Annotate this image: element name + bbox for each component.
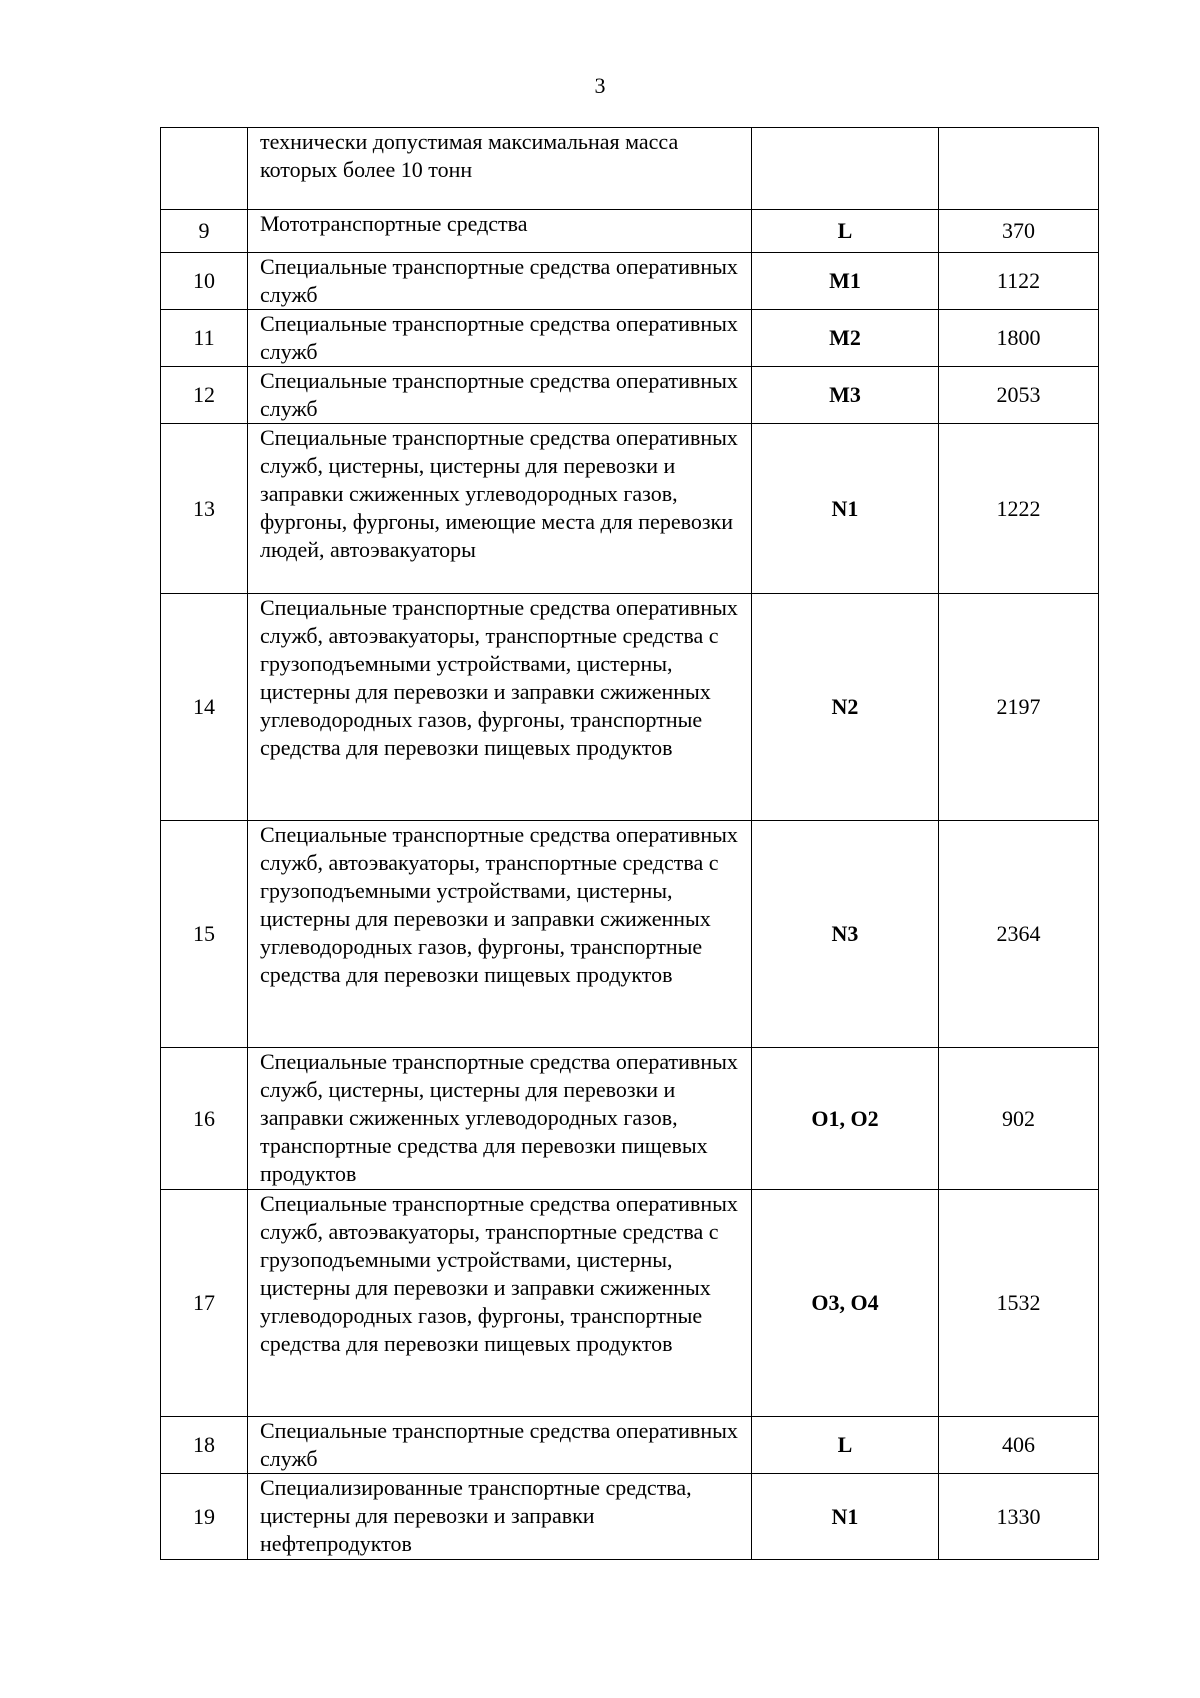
row-number-cell: 19 xyxy=(161,1474,248,1560)
table-row xyxy=(161,1190,1099,1417)
row-number-cell: 9 xyxy=(161,210,248,253)
vehicle-description-cell: технически допустимая максимальная масса которых более 10 тонн xyxy=(248,128,752,210)
vehicle-category-cell: M2 xyxy=(752,310,939,367)
vehicle-category-cell: N1 xyxy=(752,1474,939,1560)
vehicle-category-cell: M1 xyxy=(752,253,939,310)
value-cell: 902 xyxy=(939,1048,1099,1190)
vehicle-description-cell: Специальные транспортные средства оперативных служб, автоэвакуаторы, транспортные средства с грузоподъемными устройствами, цистерны, цистерны для перевозки и заправки сжиженных углеводородных газов, фургоны, транспортные средства для перевозки пищевых продуктов xyxy=(248,1190,752,1417)
value-cell: 370 xyxy=(939,210,1099,253)
vehicle-category-cell: O3, O4 xyxy=(752,1190,939,1417)
table-row xyxy=(161,210,1099,253)
table-row xyxy=(161,594,1099,821)
vehicle-description-cell: Специальные транспортные средства оперативных служб, автоэвакуаторы, транспортные средства с грузоподъемными устройствами, цистерны, цистерны для перевозки и заправки сжиженных углеводородных газов, фургоны, транспортные средства для перевозки пищевых продуктов xyxy=(248,594,752,821)
table-row xyxy=(161,1417,1099,1474)
value-cell xyxy=(939,128,1099,210)
row-number-cell: 18 xyxy=(161,1417,248,1474)
value-cell: 1222 xyxy=(939,424,1099,594)
value-cell: 2053 xyxy=(939,367,1099,424)
table-row xyxy=(161,1048,1099,1190)
table-row xyxy=(161,424,1099,594)
value-cell: 1532 xyxy=(939,1190,1099,1417)
row-number-cell: 13 xyxy=(161,424,248,594)
vehicle-description-cell: Специальные транспортные средства оперативных служб, цистерны, цистерны для перевозки и заправки сжиженных углеводородных газов, фургоны, фургоны, имеющие места для перевозки людей, автоэвакуаторы xyxy=(248,424,752,594)
vehicle-category-cell: O1, O2 xyxy=(752,1048,939,1190)
table-row xyxy=(161,253,1099,310)
vehicle-category-cell xyxy=(752,128,939,210)
row-number-cell xyxy=(161,128,248,210)
vehicle-category-cell: N3 xyxy=(752,821,939,1048)
vehicle-description-cell: Специальные транспортные средства оперативных служб, цистерны, цистерны для перевозки и заправки сжиженных углеводородных газов, транспортные средства для перевозки пищевых продуктов xyxy=(248,1048,752,1190)
vehicle-category-cell: L xyxy=(752,1417,939,1474)
vehicle-description-cell: Специальные транспортные средства оперативных служб xyxy=(248,253,752,310)
row-number-cell: 11 xyxy=(161,310,248,367)
row-number-cell: 17 xyxy=(161,1190,248,1417)
table-row xyxy=(161,1474,1099,1560)
value-cell: 2364 xyxy=(939,821,1099,1048)
vehicle-description-cell: Специальные транспортные средства оперативных служб xyxy=(248,1417,752,1474)
vehicle-description-cell: Специальные транспортные средства оперативных служб xyxy=(248,310,752,367)
page-number: 3 xyxy=(594,73,606,98)
table-row xyxy=(161,821,1099,1048)
table-row xyxy=(161,367,1099,424)
vehicle-category-cell: N1 xyxy=(752,424,939,594)
value-cell: 2197 xyxy=(939,594,1099,821)
vehicle-description-cell: Специальные транспортные средства оперативных служб, автоэвакуаторы, транспортные средства с грузоподъемными устройствами, цистерны, цистерны для перевозки и заправки сжиженных углеводородных газов, фургоны, транспортные средства для перевозки пищевых продуктов xyxy=(248,821,752,1048)
vehicle-category-cell: M3 xyxy=(752,367,939,424)
value-cell: 1800 xyxy=(939,310,1099,367)
vehicle-category-cell: N2 xyxy=(752,594,939,821)
vehicle-description-cell: Мототранспортные средства xyxy=(248,210,752,253)
value-cell: 406 xyxy=(939,1417,1099,1474)
value-cell: 1122 xyxy=(939,253,1099,310)
vehicle-category-table xyxy=(160,127,1099,1560)
row-number-cell: 15 xyxy=(161,821,248,1048)
row-number-cell: 12 xyxy=(161,367,248,424)
value-cell: 1330 xyxy=(939,1474,1099,1560)
row-number-cell: 10 xyxy=(161,253,248,310)
table-row xyxy=(161,310,1099,367)
vehicle-description-cell: Специальные транспортные средства оперативных служб xyxy=(248,367,752,424)
vehicle-description-cell: Специализированные транспортные средства, цистерны для перевозки и заправки нефтепродуктов xyxy=(248,1474,752,1560)
row-number-cell: 16 xyxy=(161,1048,248,1190)
row-number-cell: 14 xyxy=(161,594,248,821)
vehicle-category-cell: L xyxy=(752,210,939,253)
table-row xyxy=(161,128,1099,210)
